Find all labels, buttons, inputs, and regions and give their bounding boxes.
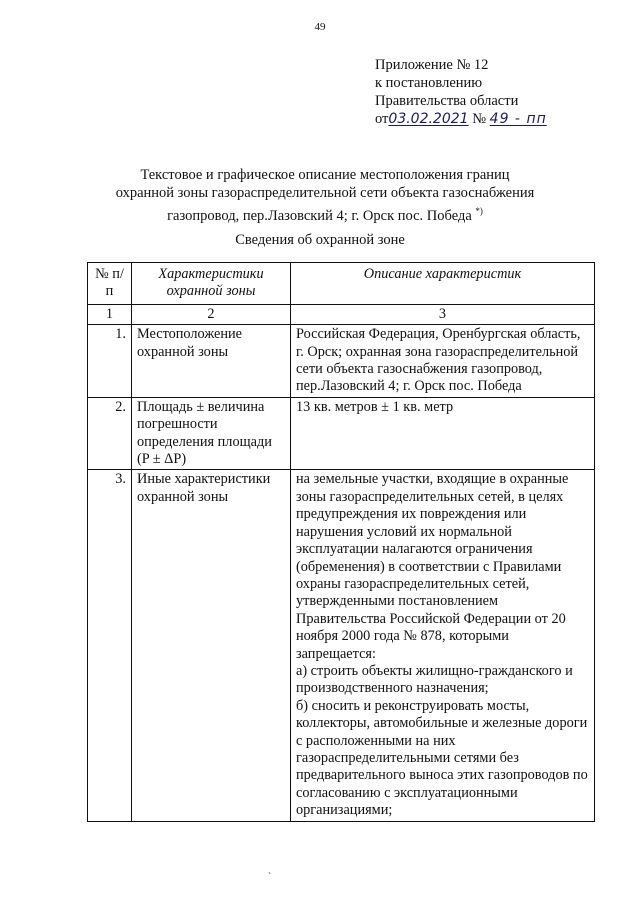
title-line-3 [90,202,560,225]
numbering-cell-1: 1 [88,304,132,324]
appendix-line-1: Приложение № 12 [375,57,489,73]
title-line-1: Текстовое и графическое описание местоположения границ [140,167,510,183]
row-description: Российская Федерация, Оренбургская область, г. Орск; охранная зона газораспределительной сети объекта газоснабжения газопровод, пер.Лазовский 4; г. Орск пос. Победа [291,325,595,398]
appendix-line-3: Правительства области [375,93,519,109]
numbering-cell-3: 3 [291,304,595,324]
document-title [90,166,560,225]
appendix-line-2: к постановлению [375,75,483,91]
row-description: 13 кв. метров ± 1 кв. метр [291,397,595,470]
row-description [291,470,595,821]
header-description: Описание характеристик [291,263,595,305]
table-row [88,325,595,398]
table-header-row [88,263,595,305]
row-number: 1. [88,325,132,398]
handwritten-date: 03.02.2021 [388,111,469,127]
number-prefix: № [472,111,487,127]
header-characteristics: Характеристики охранной зоны [132,263,291,305]
row-description-text: на земельные участки, входящие в охранные зоны газораспределительных сетей, в целях предупреждения их повреждения или нарушения условий их нормальной эксплуатации налагаются ограничения (обременения) в соответствии с Правилами охраны газораспределительных сетей, утвержденными постановлением Правительства Российской Федерации от 20 ноября 2000 года № 878, которыми запрещается: [296,471,569,662]
zone-info-table [87,262,595,822]
footnote-mark: *) [475,206,483,216]
table-row [88,397,595,470]
row-number: 2. [88,397,132,470]
row-characteristic: Местоположение охранной зоны [132,325,291,398]
appendix-block [375,56,547,128]
row-characteristic: Иные характеристики охранной зоны [132,470,291,821]
table-row [88,470,595,821]
row-number: 3. [88,470,132,821]
restriction-item-a: а) строить объекты жилищно-гражданского и производственного назначения; [296,662,573,697]
numbering-cell-2: 2 [132,304,291,324]
handwritten-number: 49 - пп [489,111,547,127]
date-prefix: от [375,111,389,127]
restriction-item-b: б) сносить и реконструировать мосты, коллекторы, автомобильные и железные дороги с расположенными на них газораспределительными сетями без предварительного выноса этих газопроводов по согласованию с эксплуатационными организациями; [296,697,588,819]
title-line-3-text: газопровод, пер.Лазовский 4; г. Орск пос. Победа [167,207,472,224]
title-line-2: охранной зоны газораспределительной сети объекта газоснабжения [115,185,535,201]
appendix-date-line [375,110,547,128]
section-subtitle: Сведения об охранной зоне [235,232,405,248]
page-number: 49 [314,21,326,33]
table-numbering-row [88,304,595,324]
scan-mark: ` [268,872,272,883]
row-characteristic: Площадь ± величина погрешности определения площади (P ± ΔP) [132,397,291,470]
header-number: № п/п [88,263,132,305]
